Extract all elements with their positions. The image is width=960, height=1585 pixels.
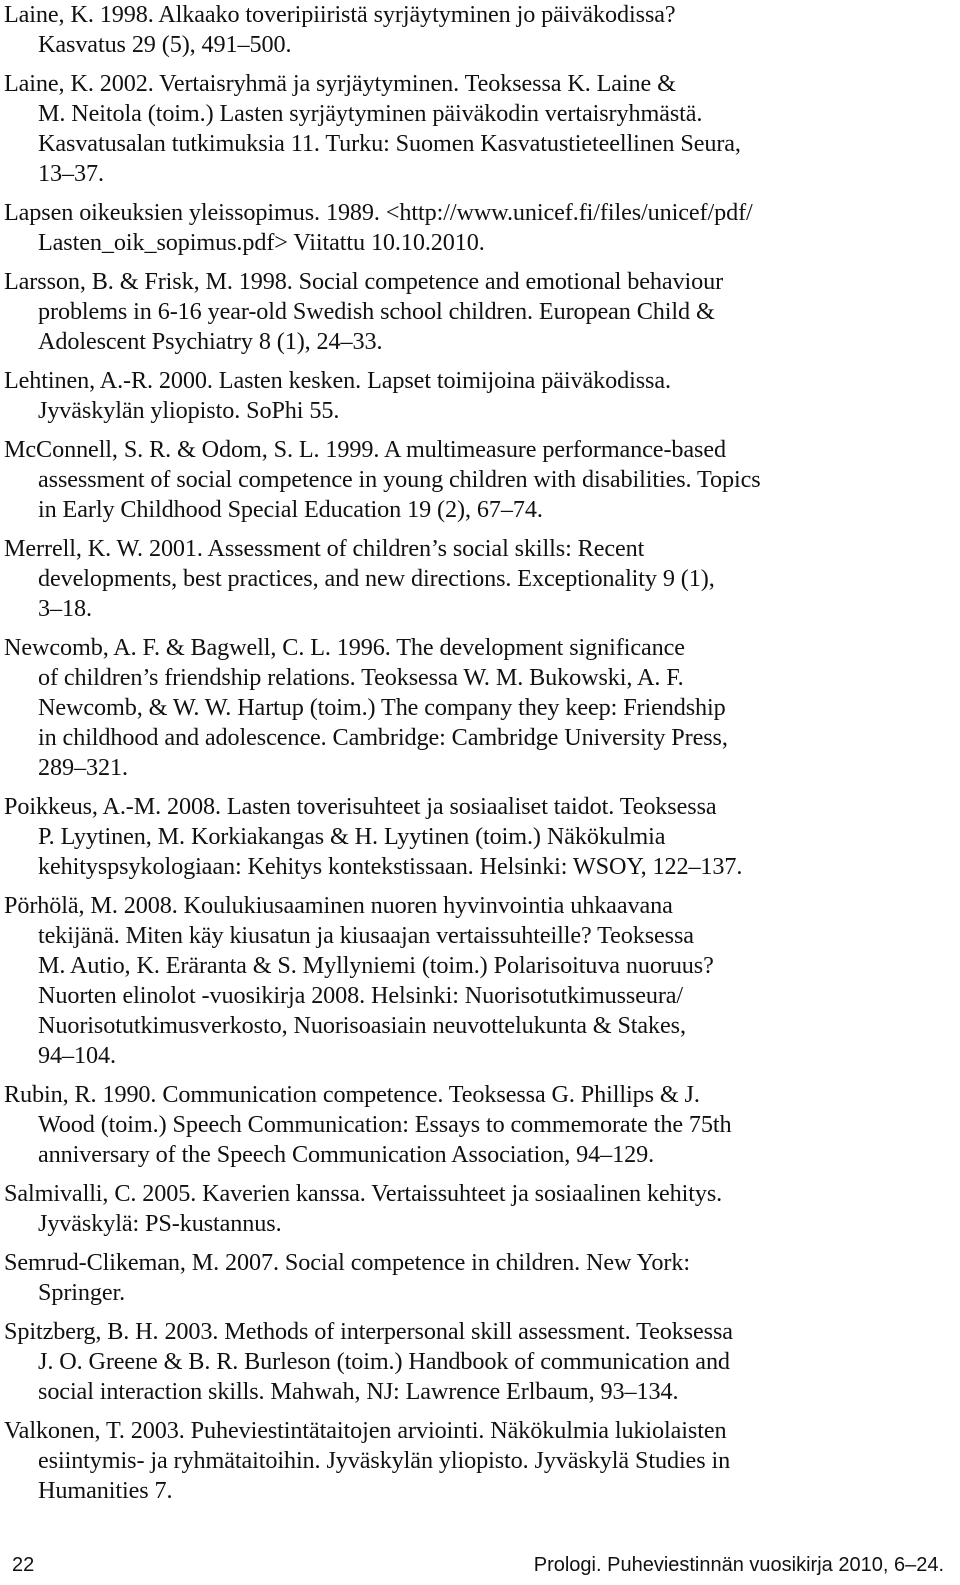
reference-entry xyxy=(0,267,946,357)
reference-entry xyxy=(0,633,946,783)
reference-entry xyxy=(0,198,946,258)
reference-entry xyxy=(0,366,946,426)
reference-line: Valkonen, T. 2003. Puheviestintätaitojen arviointi. Näkökulmia lukiolaisten xyxy=(4,1417,727,1444)
reference-line: J. O. Greene & B. R. Burleson (toim.) Handbook of communication and xyxy=(38,1348,730,1375)
reference-line: Jyväskylän yliopisto. SoPhi 55. xyxy=(38,397,340,424)
reference-entry xyxy=(0,1416,946,1506)
reference-line: M. Neitola (toim.) Lasten syrjäytyminen päiväkodin vertaisryhmästä. xyxy=(38,100,703,127)
reference-line: Adolescent Psychiatry 8 (1), 24–33. xyxy=(38,328,383,355)
reference-entry xyxy=(0,0,946,60)
reference-line: M. Autio, K. Eräranta & S. Myllyniemi (toim.) Polarisoituva nuoruus? xyxy=(38,952,714,979)
reference-line: Lapsen oikeuksien yleissopimus. 1989. <http://www.unicef.fi/files/unicef/pdf/ xyxy=(4,199,753,226)
reference-entry xyxy=(0,1179,946,1239)
reference-line: Newcomb, & W. W. Hartup (toim.) The company they keep: Friendship xyxy=(38,694,726,721)
reference-line: Merrell, K. W. 2001. Assessment of children’s social skills: Recent xyxy=(4,535,645,562)
reference-line: Wood (toim.) Speech Communication: Essays to commemorate the 75th xyxy=(38,1111,732,1138)
reference-line: Nuorten elinolot -vuosikirja 2008. Helsinki: Nuorisotutkimusseura/ xyxy=(38,982,684,1009)
reference-line: Laine, K. 2002. Vertaisryhmä ja syrjäytyminen. Teoksessa K. Laine & xyxy=(4,70,676,97)
page-number: 22 xyxy=(12,1554,35,1576)
reference-line: problems in 6-16 year-old Swedish school children. European Child & xyxy=(38,298,715,325)
reference-entry xyxy=(0,1317,946,1407)
reference-line: 94–104. xyxy=(38,1042,116,1069)
reference-line: in Early Childhood Special Education 19 (2), 67–74. xyxy=(38,496,543,523)
reference-line: Salmivalli, C. 2005. Kaverien kanssa. Vertaissuhteet ja sosiaalinen kehitys. xyxy=(4,1180,723,1207)
reference-line: Kasvatus 29 (5), 491–500. xyxy=(38,31,292,58)
reference-line: in childhood and adolescence. Cambridge: Cambridge University Press, xyxy=(38,724,728,751)
reference-line: developments, best practices, and new directions. Exceptionality 9 (1), xyxy=(38,565,715,592)
reference-line: assessment of social competence in young children with disabilities. Topics xyxy=(38,466,761,493)
reference-line: Kasvatusalan tutkimuksia 11. Turku: Suomen Kasvatustieteellinen Seura, xyxy=(38,130,741,157)
reference-entry xyxy=(0,435,946,525)
reference-line: kehityspsykologiaan: Kehitys kontekstissaan. Helsinki: WSOY, 122–137. xyxy=(38,853,743,880)
reference-line: Semrud-Clikeman, M. 2007. Social competence in children. New York: xyxy=(4,1249,690,1276)
reference-entry xyxy=(0,69,946,189)
reference-line: McConnell, S. R. & Odom, S. L. 1999. A multimeasure performance-based xyxy=(4,436,726,463)
reference-line: 13–37. xyxy=(38,160,104,187)
reference-line: esiintymis- ja ryhmätaitoihin. Jyväskylän yliopisto. Jyväskylä Studies in xyxy=(38,1447,731,1474)
reference-line: of children’s friendship relations. Teoksessa W. M. Bukowski, A. F. xyxy=(38,664,684,691)
reference-line: 289–321. xyxy=(38,754,128,781)
reference-line: Spitzberg, B. H. 2003. Methods of interpersonal skill assessment. Teoksessa xyxy=(4,1318,733,1345)
reference-line: Larsson, B. & Frisk, M. 1998. Social competence and emotional behaviour xyxy=(4,268,724,295)
reference-line: tekijänä. Miten käy kiusatun ja kiusaajan vertaissuhteille? Teoksessa xyxy=(38,922,694,949)
reference-line: Humanities 7. xyxy=(38,1477,173,1504)
reference-entry xyxy=(0,891,946,1071)
reference-line: Jyväskylä: PS-kustannus. xyxy=(38,1210,282,1237)
reference-line: Laine, K. 1998. Alkaako toveripiiristä syrjäytyminen jo päiväkodissa? xyxy=(4,1,676,28)
reference-line: Lehtinen, A.-R. 2000. Lasten kesken. Lapset toimijoina päiväkodissa. xyxy=(4,367,671,394)
reference-entry xyxy=(0,792,946,882)
reference-line: P. Lyytinen, M. Korkiakangas & H. Lyytinen (toim.) Näkökulmia xyxy=(38,823,666,850)
reference-line: anniversary of the Speech Communication Association, 94–129. xyxy=(38,1141,655,1168)
reference-line: social interaction skills. Mahwah, NJ: Lawrence Erlbaum, 93–134. xyxy=(38,1378,679,1405)
reference-line: Nuorisotutkimusverkosto, Nuorisoasiain neuvottelukunta & Stakes, xyxy=(38,1012,686,1039)
reference-line: Poikkeus, A.-M. 2008. Lasten toverisuhteet ja sosiaaliset taidot. Teoksessa xyxy=(4,793,717,820)
reference-line: Newcomb, A. F. & Bagwell, C. L. 1996. The development significance xyxy=(4,634,685,661)
running-footer: Prologi. Puheviestinnän vuosikirja 2010, 6–24. xyxy=(533,1554,944,1576)
reference-entry xyxy=(0,1248,946,1308)
reference-line: 3–18. xyxy=(38,595,92,622)
reference-line: Springer. xyxy=(38,1279,126,1306)
reference-line: Pörhölä, M. 2008. Koulukiusaaminen nuoren hyvinvointia uhkaavana xyxy=(4,892,673,919)
reference-line: Lasten_oik_sopimus.pdf> Viitattu 10.10.2010. xyxy=(38,229,485,256)
reference-entry xyxy=(0,1080,946,1170)
reference-line: Rubin, R. 1990. Communication competence. Teoksessa G. Phillips & J. xyxy=(4,1081,700,1108)
reference-entry xyxy=(0,534,946,624)
